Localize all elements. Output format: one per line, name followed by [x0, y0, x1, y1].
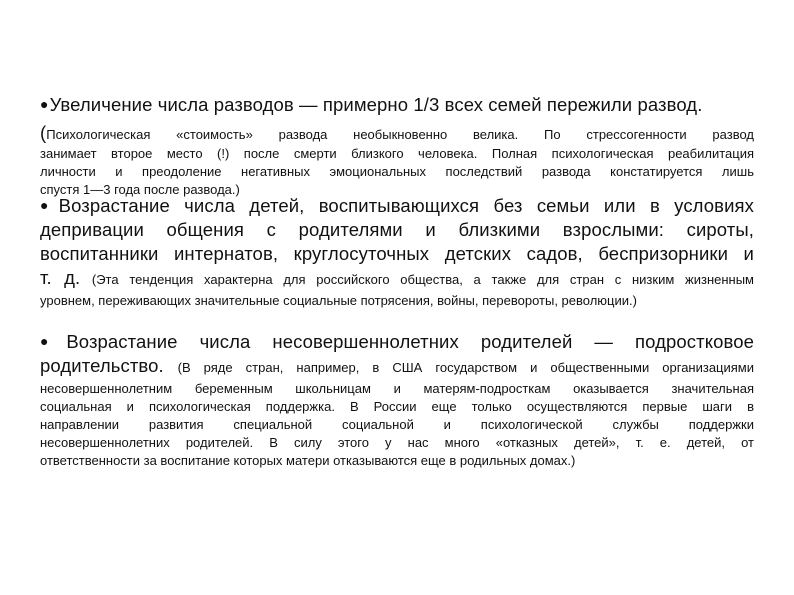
item-heading-tail: т. д.: [40, 267, 81, 288]
note-line: личности и преодоление негативных эмоциональных последствий развода констатируется лишь: [40, 164, 754, 179]
note-line: спустя 1—3 года после развода.): [40, 182, 240, 197]
bullet-icon: ●: [40, 333, 66, 349]
paren-open: (: [40, 122, 47, 143]
note-line: социальная и психологическая поддержка. В России еще только осуществляются первые шаги в: [40, 399, 754, 414]
item-underage-parents: [40, 329, 754, 470]
note-line: занимает второе место (!) после смерти близкого человека. Полная психологическая реабилитация: [40, 146, 754, 161]
note-line: направлении развития специальной социальной и психологической службы поддержки: [40, 417, 754, 432]
item-heading-tail: родительство.: [40, 355, 164, 376]
item-heading-line: депривации общения с родителями и близкими взрослыми: сироты,: [40, 219, 754, 240]
note-line: Психологическая «стоимость» развода необыкновенно велика. По стрессогенности развод: [46, 127, 754, 142]
item-children-without-family: [40, 193, 754, 310]
item-heading-line: воспитанники интернатов, круглосуточных детских садов, беспризорники и: [40, 243, 754, 264]
note-line: (Эта тенденция характерна для российского общества, а также для стран с низким жизненным: [91, 272, 754, 287]
item-divorces: [40, 92, 754, 199]
note-line: (В ряде стран, например, в США государством и общественными организациями: [177, 360, 754, 375]
note-line: уровнем, переживающих значительные социальные потрясения, войны, перевороты, революции.): [40, 293, 637, 308]
bullet-icon: ●: [40, 197, 58, 213]
item-heading-line: Возрастание числа детей, воспитывающихся без семьи или в условиях: [58, 195, 755, 216]
item-heading-line: Возрастание числа несовершеннолетних родителей — подростковое: [66, 331, 754, 352]
bullet-icon: ●: [40, 96, 49, 112]
note-line: несовершеннолетних родителей. В силу этого у нас много «отказных детей», т. е. детей, от: [40, 435, 754, 450]
note-line: несовершеннолетним беременным школьницам и матерям-подросткам оказывается значительная: [40, 381, 754, 396]
note-line: ответственности за воспитание которых матери отказываются еще в родильных домах.): [40, 453, 576, 468]
item-heading: Увеличение числа разводов — примерно 1/3 всех семей пережили развод.: [49, 94, 703, 115]
